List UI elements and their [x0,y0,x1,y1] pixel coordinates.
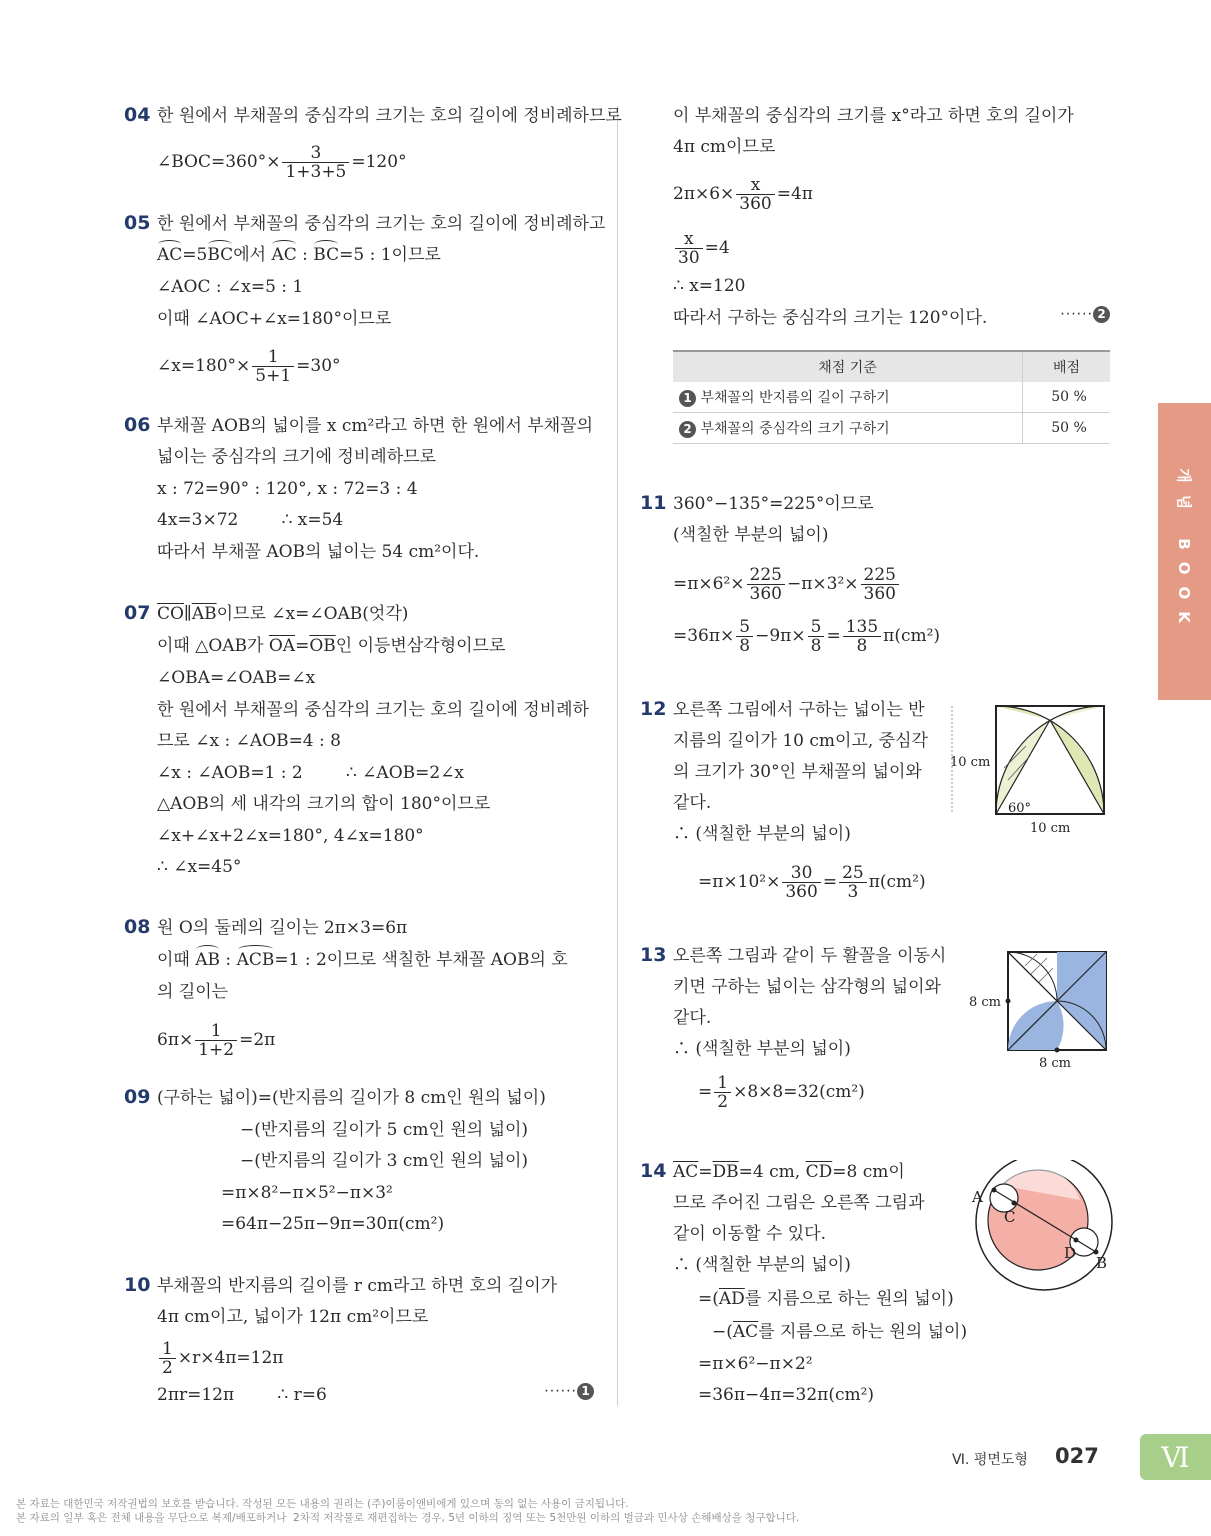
segment-ac: $\overline{AC}$ [732,1322,759,1342]
criteria-text: 부채꼴의 중심각의 크기 구하기 [700,421,890,437]
segment-co: $\overline{CO}$ [157,604,184,624]
equation-line [673,230,730,267]
eq-part: ∥ [183,604,192,624]
eq-part: =5 [182,245,208,265]
label-b: B [1096,1254,1108,1272]
eq-part: 를 지름으로 하는 원의 넓이) [744,1289,954,1309]
numerator: 3 [282,144,349,163]
text-line: 4π cm이므로 [673,137,776,157]
segment-cd: $\overline{CD}$ [805,1162,833,1182]
text-line: 원 O의 둘레의 길이는 2π×3=6π [157,918,408,938]
eq-part: =π×10²× [698,872,781,892]
score-marker-2 [1060,306,1110,323]
eq-part: 이때 △OAB가 [157,636,269,656]
score-cell: 50 % [1023,382,1111,413]
arc-ac: AC [157,245,183,265]
fraction [861,566,899,603]
eq-part: ×r×4π=12π [177,1348,284,1368]
text-line: ∴ (색칠한 부분의 넓이) [673,1255,851,1275]
circled-number: 2 [1093,306,1110,323]
fraction [159,1340,176,1377]
eq-part: =120° [351,152,407,172]
denominator: 30 [678,248,700,268]
text-line: =36π−4π=32π(cm²) [698,1385,875,1405]
problem-number: 09 [124,1086,151,1108]
dots: ······ [544,1383,577,1400]
eq-part: =1 : 2이므로 색칠한 부채꼴 AOB의 호 [274,950,568,970]
arc-ab: AB [195,950,221,970]
eq-part: =( [698,1289,719,1309]
text-line: ∴ ∠x=45° [157,857,242,877]
numerator: x [736,176,774,195]
problem-number: 11 [640,492,667,514]
text-line: 의 크기가 30°인 부채꼴의 넓이와 [673,762,922,782]
header-criteria: 채점 기준 [673,351,1023,382]
point-d [1074,1238,1079,1243]
page-number: 027 [1055,1444,1099,1468]
text-line: 한 원에서 부채꼴의 중심각의 크기는 호의 길이에 정비례하 [157,700,589,720]
midpoint [1006,999,1011,1004]
side-tab [1158,403,1211,700]
eq-part: =5 : 1이므로 [339,245,441,265]
circled-number: 2 [679,421,696,438]
eq-part: =4π [776,184,813,204]
grading-row [673,413,1110,444]
eq-part: 를 지름으로 하는 원의 넓이) [758,1322,968,1342]
fraction [252,348,294,385]
eq-part: 에서 [233,245,272,265]
fraction [839,864,867,901]
eq-part: ∠x=180°× [157,356,251,376]
numerator: 1 [714,1074,731,1093]
bottom-label: 8 cm [1039,1056,1072,1071]
text-line [157,243,441,267]
figure-12 [950,698,1110,838]
numerator: 1 [252,348,294,367]
segment-db: $\overline{DB}$ [712,1162,739,1182]
text-line: 4π cm이고, 넓이가 12π cm²이므로 [157,1307,429,1327]
criteria-cell [673,413,1023,444]
problem-number: 06 [124,414,151,436]
segment-ab: $\overline{AB}$ [191,604,217,624]
chapter-label: Ⅵ. 평면도형 [952,1452,1028,1468]
text-line: 같다. [673,793,712,813]
text-line: x : 72=90° : 120°, x : 72=3 : 4 [157,479,418,499]
text-line [157,634,505,658]
equation-line [673,176,813,213]
text-line: 따라서 부채꼴 AOB의 넓이는 54 cm²이다. [157,542,480,562]
text-line: ∠AOC : ∠x=5 : 1 [157,277,304,297]
text-line: 360°−135°=225°이므로 [673,494,874,514]
side-label: 10 cm [950,755,991,770]
circled-number: 1 [679,390,696,407]
text-line: =64π−25π−9π=30π(cm²) [221,1214,445,1234]
equation-line [673,618,940,655]
angle-label: 60° [1008,801,1032,816]
copyright-line: 본 자료는 대한민국 저작권법의 보호를 받습니다. 작성된 모든 내용의 권리는 (주)이룸이앤비에게 있으며 동의 없는 사용이 금지됩니다. [16,1498,629,1510]
grading-header [673,351,1110,382]
eq-part: −π×3²× [787,574,859,594]
text-line: (색칠한 부분의 넓이) [673,525,829,545]
fraction [747,566,785,603]
text-line: 따라서 구하는 중심각의 크기는 120°이다. [673,308,988,328]
text-line: −(반지름의 길이가 5 cm인 원의 넓이) [240,1120,529,1140]
eq-part: π(cm²) [883,626,941,646]
eq-part: = [295,636,310,656]
side-tab-label: 개념 BOOK [1175,468,1193,635]
point-a [992,1188,997,1193]
fraction [675,230,703,267]
eq-part: : [220,950,237,970]
text-line: ∴ x=120 [673,276,746,296]
side-label: 8 cm [969,995,1002,1010]
numerator: 30 [782,864,820,883]
eq-part: −( [712,1322,733,1342]
grading-table [673,350,1110,444]
problem-number: 13 [640,944,667,966]
text-line: ∠x : ∠AOB=1 : 2 ∴ ∠AOB=2∠x [157,763,465,783]
chapter-badge: Ⅵ [1140,1434,1211,1480]
denominator: 1+2 [198,1040,235,1060]
eq-part: 6π× [157,1030,194,1050]
label-c: C [1004,1208,1016,1226]
eq-part: =8 cm이 [832,1162,905,1182]
problem-number: 12 [640,698,667,720]
numerator: 1 [159,1340,176,1359]
denominator: 360 [739,194,772,214]
eq-part: = [822,872,838,892]
text-line [157,602,408,626]
text-line: ∠x+∠x+2∠x=180°, 4∠x=180° [157,826,424,846]
eq-part: ×8×8=32(cm²) [733,1082,865,1102]
numerator: x [675,230,703,249]
fraction [843,618,881,655]
text-line: 이때 ∠AOC+∠x=180°이므로 [157,309,392,329]
problem-number: 10 [124,1274,151,1296]
eq-part: =4 [704,238,730,258]
dots: ······ [1060,306,1093,323]
numerator: 25 [839,864,867,883]
denominator: 360 [785,882,818,902]
equation-line [157,1340,283,1377]
text-line: 같이 이동할 수 있다. [673,1224,826,1244]
text-line: 한 원에서 부채꼴의 중심각의 크기는 호의 길이에 정비례하고 [157,214,606,234]
numerator: 135 [843,618,881,637]
figure-14 [960,1160,1120,1300]
text-line: 같다. [673,1008,712,1028]
problem-number: 04 [124,104,151,126]
fraction [808,618,825,655]
denominator: 360 [749,584,782,604]
text-line: ∠OBA=∠OAB=∠x [157,668,316,688]
figure-13 [965,946,1115,1071]
segment [1050,720,1104,814]
eq-part: =4 cm, [738,1162,806,1182]
problem-number: 14 [640,1160,667,1182]
eq-part: =π×6²× [673,574,745,594]
label-d: D [1064,1244,1077,1262]
equation-line: = $\frac{1}{2}$ ×8×8=32(cm²) [698,1073,865,1112]
text-line: 므로 주어진 그림은 오른쪽 그림과 [673,1193,925,1213]
denominator: 3 [847,882,859,902]
text-line: 오른쪽 그림과 같이 두 활꼴을 이동시 [673,946,947,966]
equation-line [698,864,926,901]
eq-part: = [826,626,841,646]
text-line: 키면 구하는 넓이는 삼각형의 넓이와 [673,977,941,997]
criteria-text: 부채꼴의 반지름의 길이 구하기 [700,390,890,406]
criteria-cell [673,382,1023,413]
segment [996,720,1050,814]
bottom-label: 10 cm [1030,821,1071,836]
eq-part: 이므로 ∠x=∠OAB(엇각) [216,604,409,624]
eq-part: −9π× [755,626,806,646]
fraction [736,176,774,213]
denominator: 2 [717,1092,729,1112]
fraction [714,1074,731,1111]
denominator: 2 [162,1358,173,1378]
fraction [736,618,753,655]
text-line: 한 원에서 부채꼴의 중심각의 크기는 호의 길이에 정비례하므로 [157,106,622,126]
text-line: ∴ (색칠한 부분의 넓이) [673,1039,851,1059]
text-line: 부채꼴의 반지름의 길이를 r cm라고 하면 호의 길이가 [157,1276,558,1296]
denominator: 360 [863,584,896,604]
problem-number: 05 [124,212,151,234]
text-line: 지름의 길이가 10 cm이고, 중심각 [673,731,928,751]
text-line: ∴ (색칠한 부분의 넓이) [673,824,851,844]
equation-line [157,1022,275,1059]
denominator: 1+3+5 [285,162,347,182]
equation-line [157,348,341,385]
text-line: △AOB의 세 내각의 크기의 합이 180°이므로 [157,794,491,814]
text-line: (구하는 넓이)=(반지름의 길이가 8 cm인 원의 넓이) [157,1088,546,1108]
segment-oa: $\overline{OA}$ [268,636,296,656]
denominator: 8 [810,636,822,656]
equation-line [157,144,407,181]
text-line [712,1320,967,1344]
text-line: 2πr=12π ∴ r=6 [157,1385,327,1405]
segment-ad: $\overline{AD}$ [718,1289,745,1309]
eq-part: =2π [239,1030,276,1050]
copyright-line: 본 자료의 일부 혹은 전체 내용을 무단으로 복제/배포하거나 2차적 저작물로 재편집하는 경우, 5년 이하의 징역 또는 5천만원 이하의 벌금과 민사상 손해배상을 청구합니다. [16,1512,800,1524]
segment-ob: $\overline{OB}$ [309,636,336,656]
numerator: 225 [861,566,899,585]
numerator: 1 [195,1022,237,1041]
numerator: 5 [736,618,753,637]
eq-part: ∠BOC=360°× [157,152,281,172]
denominator: 5+1 [255,366,292,386]
score-cell: 50 % [1023,413,1111,444]
column-divider [617,106,618,1406]
text-line: 므로 ∠x : ∠AOB=4 : 8 [157,731,341,751]
eq-part: =36π× [673,626,735,646]
fraction [282,144,349,181]
arc-bc: BC [207,245,234,265]
label-a: A [972,1188,983,1206]
segment-ac: $\overline{AC}$ [673,1162,699,1182]
arc-ac: AC [271,245,297,265]
text-line: 넓이는 중심각의 크기에 정비례하므로 [157,447,436,467]
eq-part: 이때 [157,950,196,970]
text-line [673,1160,905,1184]
eq-part: 2π×6× [673,184,735,204]
eq-part: 인 이등변삼각형이므로 [335,636,506,656]
numerator: 5 [808,618,825,637]
header-score: 배점 [1023,351,1111,382]
numerator: 225 [747,566,785,585]
eq-part: π(cm²) [868,872,926,892]
text-line: =π×6²−π×2² [698,1354,813,1374]
score-marker-1 [544,1383,594,1400]
point-c [1012,1201,1017,1206]
text-line: =π×8²−π×5²−π×3² [221,1183,393,1203]
arc-acb: ACB [236,950,275,970]
fraction [782,864,820,901]
problem-number: 07 [124,602,151,624]
text-line: 이 부채꼴의 중심각의 크기를 x°라고 하면 호의 길이가 [673,106,1074,126]
text-line: 오른쪽 그림에서 구하는 넓이는 반 [673,700,925,720]
denominator: 8 [739,636,751,656]
equation-line [673,566,901,603]
eq-part: = [698,1162,713,1182]
text-line: 부채꼴 AOB의 넓이를 x cm²라고 하면 한 원에서 부채꼴의 [157,416,593,436]
text-line: 4x=3×72 ∴ x=54 [157,510,344,530]
arc-bc: BC [313,245,340,265]
denominator: 8 [856,636,868,656]
eq-part: : [296,245,314,265]
fraction [195,1022,237,1059]
circled-number: 1 [577,1383,594,1400]
text-line [157,948,568,972]
text-line [698,1287,954,1311]
text-line: 의 길이는 [157,982,229,1002]
midpoint [1055,1048,1060,1053]
copyright-notice [16,1497,799,1525]
eq-part: =30° [296,356,341,376]
problem-number: 08 [124,916,151,938]
grading-row [673,382,1110,413]
text-line: −(반지름의 길이가 3 cm인 원의 넓이) [240,1151,529,1171]
